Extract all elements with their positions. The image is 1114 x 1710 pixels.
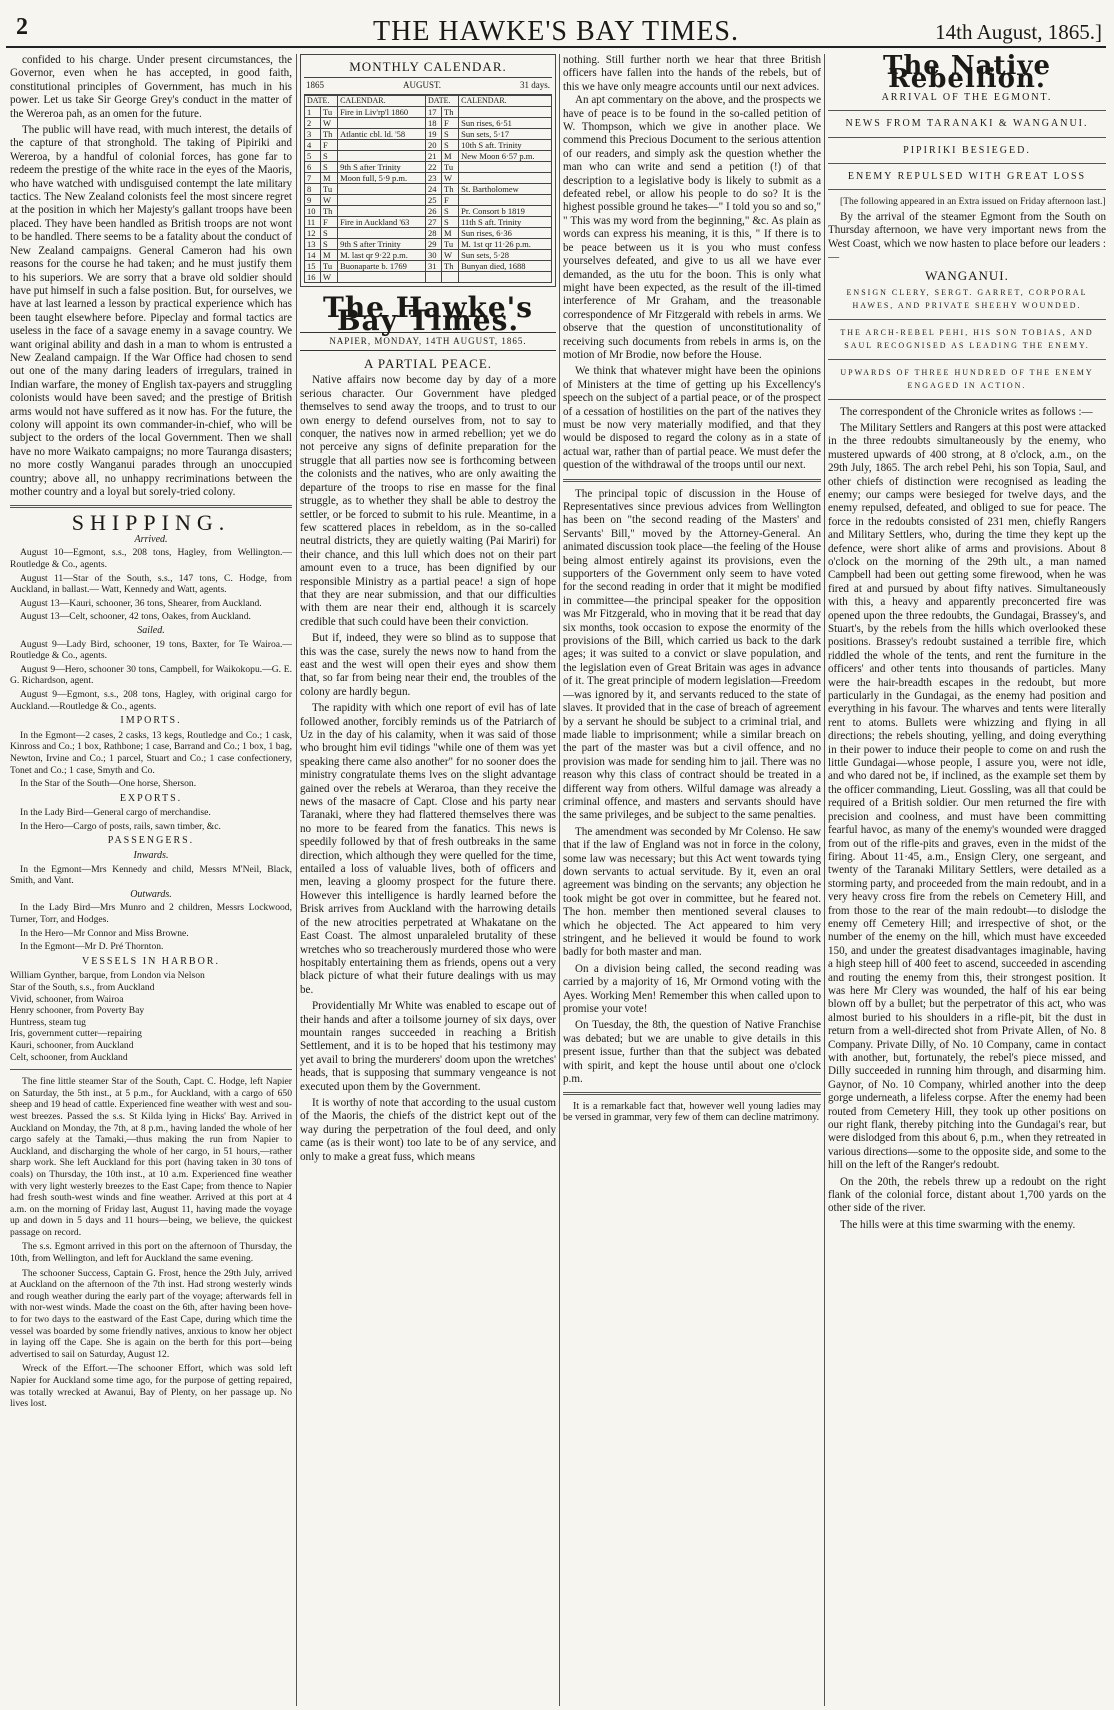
divider (828, 137, 1106, 138)
calendar-weekday: S (442, 128, 459, 139)
calendar-date: 6 (305, 161, 321, 172)
shipping-section (10, 534, 292, 1410)
calendar-event: Sun rises, 6·51 (459, 117, 552, 128)
arrival-entry: August 10—Egmont, s.s., 208 tons, Hagley, from Wellington.—Routledge & Co., agents. (10, 547, 292, 570)
calendar-date: 2 (305, 117, 321, 128)
calendar-event: M. last qr 9·22 p.m. (338, 249, 426, 260)
calendar-weekday: Tu (442, 161, 459, 172)
arrival-entry: August 13—Celt, schooner, 42 tons, Oakes, from Auckland. (20, 611, 251, 623)
calendar-date: 1 (305, 106, 321, 117)
calendar-row (305, 194, 552, 205)
calendar-table (304, 95, 552, 283)
column-header: DATE. (426, 95, 459, 106)
paragraph: An apt commentary on the above, and the prospects we have of peace is to be found in the so-called petition of W. Thompson, which we give in another place. We commend this Precious Document to the serious attention of our readers, and simply ask the question whether the man who can write and send a petition (!) of that description to a legislative body is likely to submit as a defeated rebel, or allow his people to do so? It is the highest possible ground he takes—" I told you so and so," " This was my word from the beginning," &c. As plain as words can express his meaning, it is this, " If there is to be peace between us it is you who must confess yourselves defeated, and give to us all we have ever demanded, as the utu for the boon. This is only what might have been expected, as the result of the ill-timed interference of Mr Graham, and the treasonable correspondence of Mr Fitzgerald with rebels in arms. We observe that the question of unconstitutionality of receiving such documents from rebels in arms is, on the motion of Mr Brodie, now before the House. (563, 94, 821, 361)
calendar-weekday: F (320, 216, 337, 227)
calendar-event (459, 271, 552, 282)
calendar-weekday: W (320, 117, 337, 128)
imports-entry: In the Star of the South—One horse, Sherson. (20, 778, 197, 790)
paragraph: confided to his charge. Under present circumstances, the Governor, even when he has accepted, in good faith, constitutional principles of Government, has much in his power. Let us take Sir George Grey's conduct in the matter of the Wereroa pah, as an omen for the future. (10, 54, 292, 120)
calendar-event (338, 205, 426, 216)
calendar-event: Atlantic cbl. ld. '58 (338, 128, 426, 139)
paragraph: We think that whatever might have been the opinions of Ministers at the time of getting up his Excellency's speech on the subject of a partial peace, or of the prospect of a cessation of hostilities on the part of the natives they must be now very materially modified, and that they would be disposed to regard the colony as in a state of actual war, rather than of partial peace. We must defer the question of the withdrawal of the troops until our next. (563, 365, 821, 472)
calendar-row (305, 271, 552, 282)
calendar-row (305, 205, 552, 216)
headline: PIPIRIKI BESIEGED. (903, 144, 1031, 156)
calendar-date: 19 (426, 128, 442, 139)
filler-note: It is a remarkable fact that, however well young ladies may be versed in grammar, very few of them can decline matrimony. (563, 1101, 821, 1124)
calendar-weekday: F (320, 139, 337, 150)
paragraph: The correspondent of the Chronicle writes as follows :— (840, 405, 1093, 418)
calendar-event (459, 106, 552, 117)
calendar-weekday: S (442, 139, 459, 150)
page-number: 2 (16, 14, 28, 40)
calendar-date: 12 (305, 227, 321, 238)
imports-label: IMPORTS. (120, 715, 182, 727)
calendar-weekday: Th (320, 205, 337, 216)
divider (563, 1092, 821, 1095)
calendar-weekday: F (442, 194, 459, 205)
paragraph: The rapidity with which one report of evil has of late followed another, forcibly reminds us of the Patriarch of Uz in the day of his calamity, when it was said of those who brought him evil tidings "while one of them was yet speaking there came also another" for no sooner does the ministry congratulate thems lves on the slight advantage gained over the rebels at Weraroa, than they receive the news of the masacre of Capt. Close and his party near Taranaki, where they had flattered themselves there was no more to be feared from the fanatics. This news is speedily followed by that of fresh outbreaks in the same direction, which although they were quelled for the time, entailed a loss of valuable lives, both of officers and men, leaving a gloomy prospect for the future there. However this intelligence is hardly learned before the Brisk arrives from Auckland with the harrowing details of the new atrocities perpetrated at Whakatane on the East Coast. The almost unparaleled brutality of these wretches who so treacherously murdered those who were hospitably entertaining them as friends, opens out a very black picture of what their future dealings with us may be. (300, 702, 556, 996)
calendar-year: 1865 (306, 80, 324, 91)
calendar-event (459, 172, 552, 183)
calendar-weekday: W (320, 194, 337, 205)
calendar-date: 9 (305, 194, 321, 205)
calendar-date: 13 (305, 238, 321, 249)
calendar-row (305, 238, 552, 249)
paragraph: The public will have read, with much interest, the details of the capture of that stronghold. The taking of Pipiriki and Wereroa, by a handful of colonial forces, has gone far to redeem the prestige of the white race in the eyes of the Maoris, who have watched with undisguised contempt the late military tactics. The New Zealand colonists feel the most sincere regret at the position in which her Majesty's gallant troops have been placed. They have been handled as British troops are not wont to be handled. There seems to be a fatality about the conduct of New Zealand campaigns. General Cameron had his own reasons for the course he had taken; and he must justify them to his superiors. We are sorry that a brave old soldier should have put himself in such a false position. But, for ourselves, we have at last learned a lesson by practical experience which has been taught elsewhere before. Pipeclay and formal tactics are useless in the face of a savage enemy in a savage country. We want original ability and dash in a man to whom is entrusted a New Zealand campaign. If the War Office had chosen to send out one of the many daring leaders of irregulars, trained in Indian warfare, the money of English tax-payers and struggling colonists would have been saved; and the prestige of British arms would not have suffered as it now has. For the future, the colony will appoint its own commander-in-chief, who will be subject to the orders of the local Government. Then we shall have no more Waikato campaigns; no more Tauranga disasters; no more costly Wanganui parades through an unoccupied country; above all, no unhappy recriminations between the mother country and a loyal but sorely-tried colony. (10, 124, 292, 498)
imports-entry: In the Egmont—2 cases, 2 casks, 13 kegs, Routledge and Co.; 1 cask, Kinross and Co.; 1 box, Rathbone; 1 case, Barrand and Co.; 1 box, 1 bag, Newton, Irvine and Co.; 1 parcel, Stuart and Co.; 1 case confectionery, Tonet and Co.; 1 case, Smyth and Co. (10, 729, 292, 776)
calendar-event (338, 139, 426, 150)
divider (828, 110, 1106, 111)
place-heading: WANGANUI. (925, 267, 1009, 283)
calendar-event (459, 194, 552, 205)
calendar-date: 28 (426, 227, 442, 238)
calendar-date: 25 (426, 194, 442, 205)
calendar-event: Sun sets, 5·17 (459, 128, 552, 139)
calendar-weekday: Th (320, 128, 337, 139)
bracket-note: [The following appeared in an Extra issued on Friday afternoon last.] (840, 196, 1106, 208)
vessels-label: VESSELS IN HARBOR. (82, 955, 220, 967)
calendar-weekday: S (442, 216, 459, 227)
calendar-date: 17 (426, 106, 442, 117)
calendar-weekday: M (442, 150, 459, 161)
calendar-event: Pr. Consort b 1819 (459, 205, 552, 216)
exports-label: EXPORTS. (119, 792, 183, 804)
calendar-event: 9th S after Trinity (338, 161, 426, 172)
monthly-calendar (300, 54, 556, 287)
shipping-news: The s.s. Egmont arrived in this port on the afternoon of Thursday, the 10th, from Wellington, and left for Auckland the same evening. (10, 1241, 292, 1265)
subheading: ENSIGN CLERY, SERGT. GARRET, CORPORAL HAWES, AND PRIVATE SHEEHY WOUNDED. (846, 288, 1088, 311)
paragraph: Providentially Mr White was enabled to escape out of their hands and after a toilsome journey of six days, over mountain ranges succeeded in reaching a British Settlement, and it is to be hoped that his testimony may yet avail to bring the murderers' doom upon the wretches' heads, that is supposing that summary vengeance is not executed upon them by the Government. (300, 1000, 556, 1093)
calendar-weekday: M (442, 227, 459, 238)
calendar-header (304, 77, 552, 94)
vessel-entry: William Gynther, barque, from London via Nelson (10, 970, 205, 982)
headline: ARRIVAL OF THE EGMONT. (881, 91, 1053, 103)
calendar-weekday: S (320, 161, 337, 172)
outwards-label: Outwards. (130, 888, 172, 900)
paragraph: But if, indeed, they were so blind as to suppose that this was the case, surely the news now to hand from the east and the west will open their eyes and show them that, so far from being near their end, the troubles of the colony are hardly begun. (300, 632, 556, 698)
vessel-entry: Huntress, steam tug (10, 1016, 86, 1028)
calendar-date: 14 (305, 249, 321, 260)
divider (828, 319, 1106, 320)
column-header: CALENDAR. (338, 95, 426, 106)
vessel-entry: Vivid, schooner, from Wairoa (10, 993, 124, 1005)
calendar-date: 22 (426, 161, 442, 172)
calendar-weekday: Tu (320, 106, 337, 117)
headline: NEWS FROM TARANAKI & WANGANUI. (845, 118, 1089, 130)
vessel-entry: Iris, government cutter—repairing (10, 1028, 142, 1040)
calendar-weekday: Tu (442, 238, 459, 249)
calendar-event: Fire in Auckland '63 (338, 216, 426, 227)
column-divider (824, 54, 825, 1706)
calendar-weekday: M (320, 172, 337, 183)
column-header: CALENDAR. (459, 95, 552, 106)
vessel-entry: Celt, schooner, from Auckland (10, 1051, 128, 1063)
column-4 (828, 54, 1106, 1706)
dateline: NAPIER, MONDAY, 14TH AUGUST, 1865. (300, 332, 556, 351)
arrived-label: Arrived. (134, 533, 168, 545)
passenger-entry: In the Hero—Mr Connor and Miss Browne. (20, 927, 189, 939)
exports-entry: In the Hero—Cargo of posts, rails, sawn timber, &c. (20, 820, 221, 832)
paragraph: The principal topic of discussion in the House of Representatives since previous advices from Wellington has been on "the second reading of the Masters' and Servants' Bill," moved by the Attorney-General. An animated discussion took place—the feeling of the House being almost entirely against its provisions, even the supporters of the Government only seem to have voted for the second reading in order that it might be modified in committee—the principal speaker for the opposition was Mr Fitzgerald, who in moving that it be read that day six months, took occasion to expose the enormity of the provisions of the Bill, which carried us back to the dark ages; it was suited to a convict or slave population, and the legislation even of Great Britain was ages in advance of it. The great principle of modern legislation—Freedom—was ignored by it, and servants reduced to the state of slaves. It provided that in the case of breach of agreement by a servant he should be subject to a criminal trial, and made liable to imprisonment; while a similar breach on the part of the master was but a civil offence, and no provision was made for sending him to jail. There was no reason why this class of contract should be treated in a different way from others. Wilful damage was already a criminal offence, and masters and servants should have the same privileges, and be subject to the same penalties. (563, 487, 821, 822)
newspaper-title: THE HAWKE'S BAY TIMES. (373, 16, 739, 47)
sailing-entry: August 9—Hero, schooner 30 tons, Campbell, for Waikokopu.—G. E. G. Richardson, agent. (10, 663, 292, 687)
divider (828, 399, 1106, 400)
calendar-title: MONTHLY CALENDAR. (349, 59, 507, 74)
calendar-row (305, 260, 552, 271)
calendar-date: 10 (305, 205, 321, 216)
calendar-event: Sun sets, 5·28 (459, 249, 552, 260)
calendar-row (305, 128, 552, 139)
calendar-row (305, 161, 552, 172)
calendar-event: 9th S after Trinity (338, 238, 426, 249)
calendar-event: St. Bartholomew (459, 183, 552, 194)
calendar-weekday: Th (442, 183, 459, 194)
calendar-event (338, 194, 426, 205)
calendar-row (305, 139, 552, 150)
column-1 (10, 54, 292, 1706)
calendar-body (305, 106, 552, 282)
calendar-date: 30 (426, 249, 442, 260)
calendar-event: Sun rises, 6·36 (459, 227, 552, 238)
calendar-weekday (442, 271, 459, 282)
subheading: UPWARDS OF THREE HUNDRED OF THE ENEMY ENGAGED IN ACTION. (840, 367, 1094, 391)
paragraph: It is worthy of note that according to the usual custom of the Maoris, the chiefs of the district kept out of the way during the perpetration of the foul deed, and only came (as is their wont) too late to be of any service, and only to make a great fuss, which means (300, 1096, 556, 1163)
divider (828, 163, 1106, 164)
vessel-entry: Star of the South, s.s., from Auckland (10, 982, 155, 993)
calendar-date: 3 (305, 128, 321, 139)
calendar-event (338, 117, 426, 128)
column-divider (559, 54, 560, 1706)
vessel-entry: Henry schooner, from Poverty Bay (10, 1005, 145, 1017)
calendar-row (305, 150, 552, 161)
sailing-entry: August 9—Egmont, s.s., 208 tons, Hagley, with original cargo for Auckland.—Routledge & Co., agents. (10, 688, 292, 712)
paragraph: On a division being called, the second reading was carried by a majority of 16, Mr Ormond voting with the Ayes. Working Men! Remember this when called upon to promise your vote! (563, 962, 821, 1016)
masthead (6, 12, 1106, 48)
calendar-event (338, 183, 426, 194)
calendar-date: 26 (426, 205, 442, 216)
passenger-entry: In the Egmont—Mr D. Pré Thornton. (20, 941, 164, 953)
divider (828, 359, 1106, 360)
calendar-date: 24 (426, 183, 442, 194)
calendar-weekday: Tu (320, 183, 337, 194)
calendar-weekday: W (442, 249, 459, 260)
calendar-event: 10th S aft. Trinity (459, 139, 552, 150)
calendar-weekday: S (320, 150, 337, 161)
calendar-weekday: S (320, 227, 337, 238)
shipping-news: The schooner Success, Captain G. Frost, hence the 29th July, arrived at Auckland on the afternoon of the 7th inst. Had strong westerly winds and rough weather during the early part of the voyage; afterwards fell in with nor-west winds. Made the coast on the 6th, after having been hove-to for two days to the eastward of the East Cape, during which time the vessel was boarded by some friendly natives, anxious to know her object in laying off the Cape. She is again on the berth for this port—being advertised to sail on Saturday, August 12. (10, 1267, 292, 1360)
article-title: A PARTIAL PEACE. (363, 356, 493, 372)
calendar-date: 11 (305, 216, 321, 227)
calendar-date: 23 (426, 172, 442, 183)
divider (828, 189, 1106, 190)
column-2 (300, 54, 556, 1706)
calendar-date: 20 (426, 139, 442, 150)
calendar-row (305, 117, 552, 128)
shipping-news: The fine little steamer Star of the South, Capt. C. Hodge, left Napier on Saturday, the 5th inst., at 5 p.m., for Auckland, with a cargo of 650 sheep and 19 head of cattle. Experienced fine weather with west and sou-west breezes. Passed the s.s. St Kilda lying in Hicks' Bay. Arrived in Auckland on Monday, the 7th, at 8 p.m., having landed the whole of her cargo safely at the Tamaki,—thus making the run from Napier to Auckland, and discharging the whole of her cargo, in 51 hours,—rather sharp work. She left Auckland for this port (having taken in 30 tons of coals) on Thursday, the 10th inst., at 10 a.m. Experienced fine weather with very light westerly breezes to the East Cape; from thence to Napier had fresh south-west winds and fine weather. Arrived at this port at 4 a.m. on the morning of Friday last, August 11, having made the voyage up and down in 5 days and 11 hours—being, we believe, the quickest passage on record. (10, 1076, 292, 1238)
nameplate: The Hawke's Bay Times. (322, 290, 533, 338)
calendar-event: 11th S aft. Trinity (459, 216, 552, 227)
arrival-entry: August 13—Kauri, schooner, 36 tons, Shearer, from Auckland. (20, 597, 262, 609)
calendar-event: Fire in Liv'rp'l 1860 (338, 106, 426, 117)
headline: ENEMY REPULSED WITH GREAT LOSS (847, 171, 1087, 183)
paragraph: The Military Settlers and Rangers at this post were attacked in the three redoubts simultaneously by the enemy, who mustered upwards of 400 strong, at 8 o'clock, a.m., on the 29th July, 1865. The arch rebel Pehi, his son Topia, Saul, and other chiefs of distinction were recognised as leading the enemy; our camps were besieged for twelve days, and the enemy repulsed, defeated, and obliged to sue for peace. The force in the redoubts consisted of 231 men, chiefly Rangers and Military Settlers, who, during the time they kept up the defence, were short alike of arms and provisions. About 8 o'clock on the morning of the 29th ult., a man named Campbell had been out getting some firewood, when he was fired at and pursued by about fifty natives. Simultaneously with this, a heavy and apparently preconcerted fire was opened upon the three redoubts, the Gundagai, Brassey's, and Stuart's, by the rebels from the hills which overlooked these positions. Brassey's redoubt sustained a terrible fire, which riddled the whole of the tents, and rent the furniture in the officers' and other tents into thousands of particles. Many were the hair-breadth escapes in the redoubt, but more particularly in the Gundagai, as the enemy had position and everything in his favour. The wharves and tents were literally rent to atoms. Bullets were whizzing and flying in all directions; the rebels shouting, yelling, and doing everything in their power to induce their people to come on and rush the little Gundagai—whose people, I assure you, were not idle, and who dared not be, if inclined, as the example set them by the officer commanding, Lieut. Gossling, was all that could be required of a British soldier. Our men returned the fire with precision and coolness, and must have been committing fearful havoc, as many of the enemy's wounded were dragged from out of the rifle-pits and graves, even in the midst of the firing. About 11·45, a.m., Ensign Clery, one sergeant, and twenty of the Taranaki Military Settlers, were detailed as a storming party, and proceeded from the main redoubt, and in a very heavy cross fire from the rebels on Cemetery Hill, and from those to the rear of the main redoubt—to dislodge the enemy off Cemetery Hill; and irrespective of shot, or the number of the enemy on the hill, which must have exceeded 150, and under the greatest disadvantages imaginable, having a high steep hill of 400 feet to ascend, succeeded in ascending and routing the enemy from this, their strongest position. It was here Mr Clery was wounded, the half of his ear being blown off by a bullet; but the perpetrator of this act, who was almost buried to his shoulders in a rifle-pit, bit the dust in return from a well-directed shot from Private Allen, of No. 8 Company. Private Dilly, of No. 10 Company, came in contact with another, but, fortunately, the rebel's piece missed, and Dilly succeeded in running him through, and disarming him. Gaynor, of No. 10 Company, whirled another into the deep gorge underneath, a lifeless corpse. After the enemy had been routed from Cemetery Hill, they took up other positions on our right flank, thereby pitching into the Gundagai's rear, but were dislodged from this about 6, p.m., when they retreated in various directions—some to the opposite side, and some to the hill on the left of the Ranger's redoubt. (828, 421, 1106, 1172)
divider (10, 1069, 292, 1070)
section-title: The Native Rebellion. (883, 54, 1051, 95)
calendar-event (338, 271, 426, 282)
calendar-date: 18 (426, 117, 442, 128)
calendar-event: Moon full, 5·9 p.m. (338, 172, 426, 183)
calendar-date: 16 (305, 271, 321, 282)
passenger-entry: In the Lady Bird—Mrs Munro and 2 children, Messrs Lockwood, Turner, Torr, and Hodges. (10, 902, 292, 926)
calendar-event: Bunyan died, 1688 (459, 260, 552, 271)
calendar-weekday: Tu (320, 260, 337, 271)
column-divider (296, 54, 297, 1706)
column-header: DATE. (305, 95, 338, 106)
paragraph: The hills were at this time swarming with the enemy. (840, 1218, 1076, 1231)
calendar-event: Buonaparte b. 1769 (338, 260, 426, 271)
calendar-days: 31 days. (520, 80, 550, 91)
divider (563, 479, 821, 482)
sailed-label: Sailed. (137, 624, 165, 636)
calendar-weekday: F (442, 117, 459, 128)
calendar-weekday: S (320, 238, 337, 249)
paragraph: nothing. Still further north we hear that three British officers have fallen into the hands of the rebels, but of this we have only meagre accounts until our next advices. (563, 54, 821, 93)
calendar-date: 5 (305, 150, 321, 161)
shipping-news: Wreck of the Effort.—The schooner Effort, which was sold left Napier for Auckland some time ago, for the purpose of getting repaired, was totally wrecked at Awanui, Bay of Plenty, on her passage up. No lives lost. (10, 1363, 292, 1410)
vessel-entry: Kauri, schooner, from Auckland (10, 1039, 134, 1051)
calendar-row (305, 227, 552, 238)
column-3 (563, 54, 821, 1706)
paragraph: On the 20th, the rebels threw up a redoubt on the right flank of the colonial force, distant about 1,700 yards on the other side of the river. (828, 1175, 1106, 1215)
calendar-row (305, 183, 552, 194)
passenger-entry: In the Egmont—Mrs Kennedy and child, Messrs M'Neil, Black, Smith, and Vant. (10, 863, 292, 887)
issue-date: 14th August, 1865.] (935, 20, 1102, 44)
calendar-date: 29 (426, 238, 442, 249)
calendar-date: 21 (426, 150, 442, 161)
calendar-event (459, 161, 552, 172)
subheading: THE ARCH-REBEL PEHI, HIS SON TOBIAS, AND SAUL RECOGNISED AS LEADING THE ENEMY. (840, 327, 1094, 351)
calendar-event: M. 1st qr 11·26 p.m. (459, 238, 552, 249)
calendar-row (305, 106, 552, 117)
paragraph: Native affairs now become day by day of a more serious character. Our Government have pledged themselves to send away the troops, and to trust to our own energy to defend ourselves from, not to say to conquer, the natives now in armed rebellion; yet we do not perceive any signs of definite preparation for the struggle that all parties now see is forthcoming between the colonists and the natives, who are only awaiting the departure of the troops to rise en masse for the final struggle, as to whether they shall be able to destroy the settler, or be forced to submit to his rule. Meantime, in a few scattered places in rebeldom, as in the so-called neutral districts, they are quietly waiting (Pai Mariri) for their chance, and this lull which does not on their part amount even to a truce, has been dignified by our responsible Ministry as a partial peace! a sign of hope that they are near submission, and that our difficulties with them are near their end, although it is scarcely credible that such could have been their conviction. (300, 374, 556, 628)
calendar-weekday: Th (442, 260, 459, 271)
passengers-label: PASSENGERS. (107, 835, 195, 847)
calendar-date: 7 (305, 172, 321, 183)
calendar-weekday: W (442, 172, 459, 183)
inwards-label: Inwards. (133, 850, 169, 862)
paragraph: On Tuesday, the 8th, the question of Native Franchise was debated; but we are unable to give details in this present issue, further than that the subject was debated with spirit, and kept the house until about one o'clock p.m. (563, 1019, 821, 1086)
calendar-event (338, 150, 426, 161)
sailing-entry: August 9—Lady Bird, schooner, 19 tons, Baxter, for Te Wairoa.—Routledge & Co., agents. (10, 638, 292, 662)
calendar-date: 4 (305, 139, 321, 150)
calendar-row (305, 249, 552, 260)
exports-entry: In the Lady Bird—General cargo of merchandise. (20, 807, 211, 819)
calendar-date: 31 (426, 260, 442, 271)
calendar-date: 8 (305, 183, 321, 194)
calendar-row (305, 216, 552, 227)
calendar-row (305, 172, 552, 183)
paragraph: By the arrival of the steamer Egmont from the South on Thursday afternoon, we have very important news from the West Coast, which we now hasten to place before our leaders :— (828, 211, 1106, 264)
calendar-weekday: Th (442, 106, 459, 117)
calendar-date (426, 271, 442, 282)
calendar-month: AUGUST. (402, 80, 442, 91)
calendar-weekday: W (320, 271, 337, 282)
calendar-date: 15 (305, 260, 321, 271)
calendar-event: New Moon 6·57 p.m. (459, 150, 552, 161)
calendar-date: 27 (426, 216, 442, 227)
shipping-heading: SHIPPING. (71, 510, 231, 536)
divider (10, 505, 292, 508)
paragraph: The amendment was seconded by Mr Colenso. He saw that if the law of England was not in force in the colony, some law was necessary; but this Act went towards tying down servants to actual servitude. By it, even an oral agreement was binding on the servants; any objection he took might be got over in committee, but he feared not. The hon. member then mentioned several clauses to which he objected. The Act appeared to him very stringent, and he believed it would be found to work badly for both master and man. (563, 825, 821, 959)
calendar-weekday: M (320, 249, 337, 260)
calendar-event (338, 227, 426, 238)
calendar-weekday: S (442, 205, 459, 216)
arrival-entry: August 11—Star of the South, s.s., 147 tons, C. Hodge, from Auckland, in ballast.— Watt, Kennedy and Watt, agents. (10, 572, 292, 596)
